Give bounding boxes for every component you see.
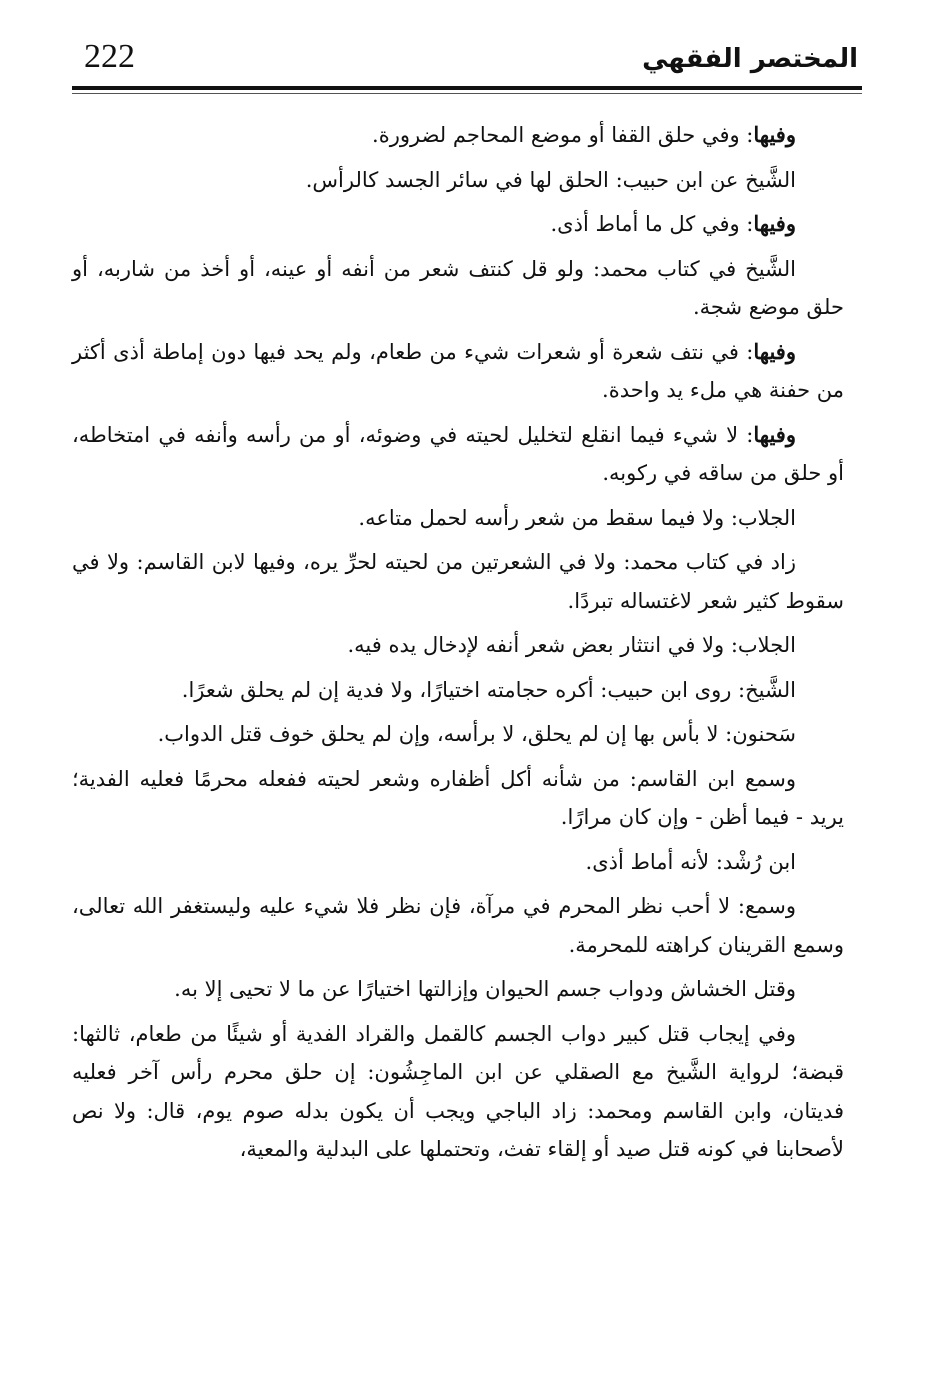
paragraph-lead: وفيها bbox=[753, 421, 796, 447]
page-number: 222 bbox=[84, 38, 135, 75]
paragraph-text: وفي إيجاب قتل كبير دواب الجسم كالقمل والقراد الفدية أو شيئًا من طعام، ثالثها: قبضة؛ لرواية الشَّيخ مع الصقلي عن ابن الماجِشُون: إن حلق محرم رأس آخر فعليه فديتان، وابن القاسم ومحمد: زاد الباجي ويجب أن يكون بدله صوم يوم، قال: ولا نص لأصحابنا في كونه قتل صيد أو إلقاء تفث، وتحتملها على البدلية والمعية، bbox=[72, 1021, 844, 1161]
header-rule-thin bbox=[72, 93, 862, 94]
paragraph-text: الشَّيخ عن ابن حبيب: الحلق لها في سائر الجسد كالرأس. bbox=[305, 167, 796, 192]
paragraph-text: وقتل الخشاش ودواب جسم الحيوان وإزالتها اختيارًا عن ما لا تحيى إلا به. bbox=[174, 977, 796, 1001]
paragraph-text: : لا شيء فيما انقلع لتخليل لحيته في وضوئه، أو من رأسه وأنفه في امتخاطه، أو حلق من ساقه في ركوبه. bbox=[72, 422, 844, 485]
paragraph bbox=[72, 116, 844, 155]
paragraph bbox=[72, 250, 844, 327]
paragraph-text: سَحنون: لا بأس بها إن لم يحلق، لا برأسه، وإن لم يحلق خوف قتل الدواب. bbox=[157, 722, 796, 746]
paragraph-text: : وفي حلق القفا أو موضع المحاجم لضرورة. bbox=[372, 123, 754, 147]
paragraph bbox=[72, 161, 844, 200]
paragraph-lead: وفيها bbox=[753, 338, 796, 364]
header-rule bbox=[72, 86, 862, 90]
paragraph-text: الجلاب: ولا فيما سقط من شعر رأسه لحمل متاعه. bbox=[358, 505, 796, 530]
paragraph-text: الجلاب: ولا في انتثار بعض شعر أنفه لإدخال يده فيه. bbox=[347, 633, 796, 657]
paragraph-text: الشَّيخ: روى ابن حبيب: أكره حجامته اختيارًا، ولا فدية إن لم يحلق شعرًا. bbox=[181, 677, 796, 702]
paragraph bbox=[72, 760, 844, 837]
paragraph-lead: وفيها bbox=[753, 211, 796, 236]
paragraph-text: وسمع ابن القاسم: من شأنه أكل أظفاره وشعر لحيته ففعله محرمًا فعليه الفدية؛ يريد - فيما أظن - وإن كان مرارًا. bbox=[72, 766, 844, 829]
body-text bbox=[72, 116, 844, 1169]
paragraph bbox=[72, 499, 844, 538]
paragraph-text: ابن رُشْد: لأنه أماط أذى. bbox=[585, 849, 796, 874]
paragraph bbox=[72, 671, 844, 710]
paragraph-text: وسمع: لا أحب نظر المحرم في مرآة، فإن نظر فلا شيء عليه وليستغفر الله تعالى، وسمع القرينان كراهته للمحرمة. bbox=[72, 894, 844, 957]
paragraph bbox=[72, 843, 844, 882]
running-title: المختصر الفقهي bbox=[642, 44, 858, 74]
paragraph bbox=[72, 887, 844, 964]
paragraph bbox=[72, 416, 844, 493]
paragraph bbox=[72, 205, 844, 244]
paragraph-text: : وفي كل ما أماط أذى. bbox=[550, 212, 754, 236]
paragraph bbox=[72, 626, 844, 665]
paragraph bbox=[72, 715, 844, 754]
paragraph-text: زاد في كتاب محمد: ولا في الشعرتين من لحيته لحرِّ يره، وفيها لابن القاسم: ولا في سقوط كثير شعر لاغتساله تبردًا. bbox=[72, 550, 844, 613]
paragraph bbox=[72, 543, 844, 620]
paragraph bbox=[72, 970, 844, 1009]
paragraph-lead: وفيها bbox=[753, 122, 796, 147]
paragraph bbox=[72, 1015, 844, 1169]
paragraph-text: الشَّيخ في كتاب محمد: ولو قل كنتف شعر من أنفه أو عينه، أو أخذ من شاربه، أو حلق موضع شجة. bbox=[72, 256, 844, 319]
paragraph bbox=[72, 333, 844, 410]
paragraph-text: : في نتف شعرة أو شعرات شيء من طعام، ولم يحد فيها دون إماطة أذى أكثر من حفنة هي ملء يد واحدة. bbox=[72, 339, 844, 402]
